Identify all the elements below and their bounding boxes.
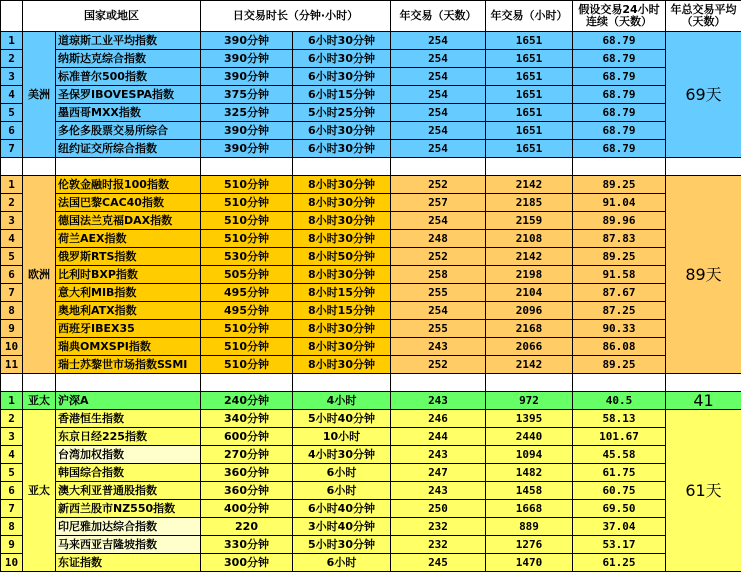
continuous-24h-days: 61.25 bbox=[573, 554, 666, 572]
annual-days: 232 bbox=[391, 536, 486, 554]
spacer-row bbox=[1, 158, 741, 176]
index-name: 俄罗斯RTS指数 bbox=[56, 248, 201, 266]
daily-minutes: 360分钟 bbox=[201, 464, 293, 482]
row-number: 7 bbox=[1, 140, 23, 158]
average-days: 69天 bbox=[666, 32, 741, 158]
annual-hours: 1668 bbox=[486, 500, 573, 518]
row-number: 3 bbox=[1, 212, 23, 230]
continuous-24h-days: 89.25 bbox=[573, 248, 666, 266]
continuous-24h-days: 40.5 bbox=[573, 392, 666, 410]
daily-minutes: 510分钟 bbox=[201, 194, 293, 212]
daily-minutes: 510分钟 bbox=[201, 338, 293, 356]
region-label: 美洲 bbox=[23, 32, 56, 158]
daily-hours: 8小时30分钟 bbox=[293, 176, 391, 194]
spacer-row bbox=[1, 374, 741, 392]
spacer-cell bbox=[666, 158, 741, 176]
row-number: 1 bbox=[1, 176, 23, 194]
daily-minutes: 360分钟 bbox=[201, 482, 293, 500]
table-row bbox=[1, 68, 741, 86]
spacer-cell bbox=[573, 158, 666, 176]
table-row bbox=[1, 176, 741, 194]
daily-minutes: 400分钟 bbox=[201, 500, 293, 518]
index-name: 马来西亚吉隆坡指数 bbox=[56, 536, 201, 554]
annual-hours: 1094 bbox=[486, 446, 573, 464]
annual-hours: 2142 bbox=[486, 248, 573, 266]
continuous-24h-days: 68.79 bbox=[573, 86, 666, 104]
annual-hours: 1482 bbox=[486, 464, 573, 482]
spacer-cell bbox=[23, 158, 56, 176]
daily-minutes: 530分钟 bbox=[201, 248, 293, 266]
row-number: 7 bbox=[1, 500, 23, 518]
index-name: 瑞典OMXSPI指数 bbox=[56, 338, 201, 356]
continuous-24h-days: 45.58 bbox=[573, 446, 666, 464]
daily-hours: 8小时30分钟 bbox=[293, 320, 391, 338]
annual-days: 243 bbox=[391, 392, 486, 410]
header-no bbox=[1, 1, 23, 32]
annual-days: 254 bbox=[391, 50, 486, 68]
daily-minutes: 510分钟 bbox=[201, 356, 293, 374]
annual-days: 248 bbox=[391, 230, 486, 248]
daily-hours: 4小时30分钟 bbox=[293, 446, 391, 464]
daily-minutes: 390分钟 bbox=[201, 50, 293, 68]
table-row bbox=[1, 86, 741, 104]
table-row bbox=[1, 500, 741, 518]
spacer-cell bbox=[486, 374, 573, 392]
spacer-cell bbox=[56, 374, 201, 392]
annual-hours: 972 bbox=[486, 392, 573, 410]
table-row bbox=[1, 554, 741, 572]
table-row bbox=[1, 248, 741, 266]
row-number: 1 bbox=[1, 392, 23, 410]
index-name: 东京日经225指数 bbox=[56, 428, 201, 446]
continuous-24h-days: 69.50 bbox=[573, 500, 666, 518]
spacer-cell bbox=[293, 374, 391, 392]
continuous-24h-days: 87.67 bbox=[573, 284, 666, 302]
index-name: 圣保罗IBOVESPA指数 bbox=[56, 86, 201, 104]
annual-days: 254 bbox=[391, 302, 486, 320]
annual-days: 258 bbox=[391, 266, 486, 284]
index-name: 瑞士苏黎世市场指数SSMI bbox=[56, 356, 201, 374]
table-row bbox=[1, 338, 741, 356]
annual-hours: 2108 bbox=[486, 230, 573, 248]
daily-minutes: 220 bbox=[201, 518, 293, 536]
table-row bbox=[1, 32, 741, 50]
header-row bbox=[1, 1, 741, 32]
table-row bbox=[1, 410, 741, 428]
index-name: 荷兰AEX指数 bbox=[56, 230, 201, 248]
annual-hours: 2185 bbox=[486, 194, 573, 212]
annual-days: 257 bbox=[391, 194, 486, 212]
annual-days: 252 bbox=[391, 356, 486, 374]
daily-minutes: 390分钟 bbox=[201, 122, 293, 140]
table-row bbox=[1, 392, 741, 410]
continuous-24h-days: 89.96 bbox=[573, 212, 666, 230]
row-number: 7 bbox=[1, 284, 23, 302]
annual-days: 247 bbox=[391, 464, 486, 482]
continuous-24h-days: 87.25 bbox=[573, 302, 666, 320]
daily-minutes: 390分钟 bbox=[201, 140, 293, 158]
continuous-24h-days: 53.17 bbox=[573, 536, 666, 554]
region-label: 欧洲 bbox=[23, 176, 56, 374]
daily-hours: 6小时30分钟 bbox=[293, 50, 391, 68]
daily-minutes: 510分钟 bbox=[201, 320, 293, 338]
average-days: 89天 bbox=[666, 176, 741, 374]
daily-hours: 10小时 bbox=[293, 428, 391, 446]
continuous-24h-days: 68.79 bbox=[573, 68, 666, 86]
table-row bbox=[1, 302, 741, 320]
index-name: 沪深A bbox=[56, 392, 201, 410]
header-country: 国家或地区 bbox=[23, 1, 201, 32]
continuous-24h-days: 61.75 bbox=[573, 464, 666, 482]
daily-minutes: 510分钟 bbox=[201, 212, 293, 230]
row-number: 6 bbox=[1, 482, 23, 500]
daily-minutes: 505分钟 bbox=[201, 266, 293, 284]
daily-hours: 4小时 bbox=[293, 392, 391, 410]
daily-minutes: 270分钟 bbox=[201, 446, 293, 464]
table-row bbox=[1, 104, 741, 122]
annual-days: 232 bbox=[391, 518, 486, 536]
row-number: 8 bbox=[1, 302, 23, 320]
daily-hours: 6小时30分钟 bbox=[293, 32, 391, 50]
daily-hours: 8小时30分钟 bbox=[293, 194, 391, 212]
spacer-cell bbox=[293, 158, 391, 176]
annual-days: 254 bbox=[391, 140, 486, 158]
annual-days: 245 bbox=[391, 554, 486, 572]
daily-minutes: 600分钟 bbox=[201, 428, 293, 446]
spacer-cell bbox=[486, 158, 573, 176]
index-name: 纽约证交所综合指数 bbox=[56, 140, 201, 158]
table-row bbox=[1, 230, 741, 248]
daily-hours: 8小时30分钟 bbox=[293, 356, 391, 374]
spacer-cell bbox=[573, 374, 666, 392]
annual-days: 243 bbox=[391, 482, 486, 500]
daily-minutes: 330分钟 bbox=[201, 536, 293, 554]
annual-days: 252 bbox=[391, 248, 486, 266]
annual-days: 254 bbox=[391, 32, 486, 50]
daily-hours: 5小时40分钟 bbox=[293, 410, 391, 428]
annual-hours: 1276 bbox=[486, 536, 573, 554]
continuous-24h-days: 68.79 bbox=[573, 50, 666, 68]
annual-days: 250 bbox=[391, 500, 486, 518]
daily-minutes: 390分钟 bbox=[201, 68, 293, 86]
index-name: 澳大利亚普通股指数 bbox=[56, 482, 201, 500]
row-number: 5 bbox=[1, 464, 23, 482]
average-days: 61天 bbox=[666, 410, 741, 572]
continuous-24h-days: 68.79 bbox=[573, 122, 666, 140]
index-name: 法国巴黎CAC40指数 bbox=[56, 194, 201, 212]
annual-days: 255 bbox=[391, 284, 486, 302]
spacer-cell bbox=[23, 374, 56, 392]
daily-hours: 6小时15分钟 bbox=[293, 86, 391, 104]
table-row bbox=[1, 536, 741, 554]
annual-hours: 1395 bbox=[486, 410, 573, 428]
annual-days: 254 bbox=[391, 122, 486, 140]
table-row bbox=[1, 482, 741, 500]
spacer-cell bbox=[391, 158, 486, 176]
annual-hours: 1651 bbox=[486, 122, 573, 140]
daily-hours: 6小时30分钟 bbox=[293, 122, 391, 140]
daily-hours: 8小时30分钟 bbox=[293, 338, 391, 356]
header-annual-hours: 年交易（小时） bbox=[486, 1, 573, 32]
continuous-24h-days: 86.08 bbox=[573, 338, 666, 356]
daily-minutes: 240分钟 bbox=[201, 392, 293, 410]
daily-hours: 8小时30分钟 bbox=[293, 266, 391, 284]
daily-hours: 6小时30分钟 bbox=[293, 68, 391, 86]
annual-days: 244 bbox=[391, 428, 486, 446]
spacer-cell bbox=[391, 374, 486, 392]
index-name: 德国法兰克福DAX指数 bbox=[56, 212, 201, 230]
index-name: 标准普尔500指数 bbox=[56, 68, 201, 86]
index-name: 香港恒生指数 bbox=[56, 410, 201, 428]
annual-days: 254 bbox=[391, 212, 486, 230]
average-days: 41 bbox=[666, 392, 741, 410]
spacer-cell bbox=[1, 158, 23, 176]
row-number: 10 bbox=[1, 338, 23, 356]
continuous-24h-days: 101.67 bbox=[573, 428, 666, 446]
table-row bbox=[1, 356, 741, 374]
annual-hours: 2440 bbox=[486, 428, 573, 446]
annual-hours: 1458 bbox=[486, 482, 573, 500]
annual-days: 243 bbox=[391, 338, 486, 356]
continuous-24h-days: 37.04 bbox=[573, 518, 666, 536]
annual-hours: 2096 bbox=[486, 302, 573, 320]
table-row bbox=[1, 464, 741, 482]
continuous-24h-days: 68.79 bbox=[573, 32, 666, 50]
region-label: 亚太 bbox=[23, 410, 56, 572]
row-number: 8 bbox=[1, 518, 23, 536]
index-name: 台湾加权指数 bbox=[56, 446, 201, 464]
table-row bbox=[1, 446, 741, 464]
row-number: 10 bbox=[1, 554, 23, 572]
continuous-24h-days: 91.58 bbox=[573, 266, 666, 284]
table-row bbox=[1, 428, 741, 446]
index-name: 纳斯达克综合指数 bbox=[56, 50, 201, 68]
row-number: 6 bbox=[1, 266, 23, 284]
row-number: 9 bbox=[1, 536, 23, 554]
daily-hours: 3小时40分钟 bbox=[293, 518, 391, 536]
annual-hours: 889 bbox=[486, 518, 573, 536]
daily-hours: 6小时30分钟 bbox=[293, 140, 391, 158]
index-name: 印尼雅加达综合指数 bbox=[56, 518, 201, 536]
table-row bbox=[1, 140, 741, 158]
annual-hours: 1651 bbox=[486, 86, 573, 104]
row-number: 3 bbox=[1, 68, 23, 86]
row-number: 2 bbox=[1, 194, 23, 212]
annual-hours: 1470 bbox=[486, 554, 573, 572]
table-row bbox=[1, 266, 741, 284]
row-number: 2 bbox=[1, 410, 23, 428]
row-number: 5 bbox=[1, 104, 23, 122]
continuous-24h-days: 87.83 bbox=[573, 230, 666, 248]
row-number: 3 bbox=[1, 428, 23, 446]
daily-minutes: 390分钟 bbox=[201, 32, 293, 50]
index-name: 奥地利ATX指数 bbox=[56, 302, 201, 320]
annual-days: 246 bbox=[391, 410, 486, 428]
daily-minutes: 375分钟 bbox=[201, 86, 293, 104]
index-name: 道琼斯工业平均指数 bbox=[56, 32, 201, 50]
daily-hours: 5小时30分钟 bbox=[293, 536, 391, 554]
annual-hours: 2198 bbox=[486, 266, 573, 284]
annual-hours: 2066 bbox=[486, 338, 573, 356]
daily-hours: 6小时 bbox=[293, 554, 391, 572]
daily-minutes: 300分钟 bbox=[201, 554, 293, 572]
spacer-cell bbox=[201, 158, 293, 176]
daily-minutes: 495分钟 bbox=[201, 284, 293, 302]
header-annual-days: 年交易（天数） bbox=[391, 1, 486, 32]
annual-hours: 1651 bbox=[486, 104, 573, 122]
annual-days: 254 bbox=[391, 104, 486, 122]
row-number: 1 bbox=[1, 32, 23, 50]
spacer-cell bbox=[666, 374, 741, 392]
annual-days: 255 bbox=[391, 320, 486, 338]
region-label: 亚太 bbox=[23, 392, 56, 410]
row-number: 11 bbox=[1, 356, 23, 374]
row-number: 4 bbox=[1, 230, 23, 248]
row-number: 4 bbox=[1, 86, 23, 104]
continuous-24h-days: 89.25 bbox=[573, 176, 666, 194]
continuous-24h-days: 90.33 bbox=[573, 320, 666, 338]
daily-hours: 5小时25分钟 bbox=[293, 104, 391, 122]
annual-hours: 1651 bbox=[486, 50, 573, 68]
daily-minutes: 510分钟 bbox=[201, 230, 293, 248]
daily-hours: 8小时50分钟 bbox=[293, 248, 391, 266]
index-name: 伦敦金融时报100指数 bbox=[56, 176, 201, 194]
table-row bbox=[1, 284, 741, 302]
daily-hours: 6小时 bbox=[293, 464, 391, 482]
annual-hours: 1651 bbox=[486, 140, 573, 158]
index-name: 比利时BXP指数 bbox=[56, 266, 201, 284]
daily-hours: 6小时40分钟 bbox=[293, 500, 391, 518]
daily-minutes: 510分钟 bbox=[201, 176, 293, 194]
index-name: 韩国综合指数 bbox=[56, 464, 201, 482]
daily-hours: 6小时 bbox=[293, 482, 391, 500]
annual-days: 252 bbox=[391, 176, 486, 194]
annual-hours: 1651 bbox=[486, 68, 573, 86]
index-name: 墨西哥MXX指数 bbox=[56, 104, 201, 122]
header-24h-days: 假设交易24小时连续（天数） bbox=[573, 1, 666, 32]
annual-hours: 2142 bbox=[486, 356, 573, 374]
index-name: 东证指数 bbox=[56, 554, 201, 572]
continuous-24h-days: 68.79 bbox=[573, 104, 666, 122]
table-row bbox=[1, 212, 741, 230]
table-row bbox=[1, 50, 741, 68]
continuous-24h-days: 60.75 bbox=[573, 482, 666, 500]
annual-hours: 2104 bbox=[486, 284, 573, 302]
table-row bbox=[1, 320, 741, 338]
annual-days: 254 bbox=[391, 68, 486, 86]
spacer-cell bbox=[56, 158, 201, 176]
row-number: 6 bbox=[1, 122, 23, 140]
continuous-24h-days: 68.79 bbox=[573, 140, 666, 158]
daily-hours: 8小时15分钟 bbox=[293, 284, 391, 302]
index-name: 新西兰股市NZ550指数 bbox=[56, 500, 201, 518]
index-name: 多伦多股票交易所综合 bbox=[56, 122, 201, 140]
annual-hours: 1651 bbox=[486, 32, 573, 50]
continuous-24h-days: 89.25 bbox=[573, 356, 666, 374]
daily-hours: 8小时30分钟 bbox=[293, 212, 391, 230]
table-row bbox=[1, 194, 741, 212]
daily-minutes: 340分钟 bbox=[201, 410, 293, 428]
annual-hours: 2159 bbox=[486, 212, 573, 230]
annual-days: 254 bbox=[391, 86, 486, 104]
daily-hours: 8小时15分钟 bbox=[293, 302, 391, 320]
index-name: 意大利MIB指数 bbox=[56, 284, 201, 302]
daily-hours: 8小时30分钟 bbox=[293, 230, 391, 248]
annual-hours: 2142 bbox=[486, 176, 573, 194]
index-name: 西班牙IBEX35 bbox=[56, 320, 201, 338]
row-number: 5 bbox=[1, 248, 23, 266]
row-number: 9 bbox=[1, 320, 23, 338]
row-number: 2 bbox=[1, 50, 23, 68]
annual-hours: 2168 bbox=[486, 320, 573, 338]
daily-minutes: 495分钟 bbox=[201, 302, 293, 320]
spacer-cell bbox=[201, 374, 293, 392]
row-number: 4 bbox=[1, 446, 23, 464]
table-row bbox=[1, 518, 741, 536]
continuous-24h-days: 58.13 bbox=[573, 410, 666, 428]
header-daily-duration: 日交易时长（分钟·小时） bbox=[201, 1, 391, 32]
spacer-cell bbox=[1, 374, 23, 392]
daily-minutes: 325分钟 bbox=[201, 104, 293, 122]
continuous-24h-days: 91.04 bbox=[573, 194, 666, 212]
annual-days: 243 bbox=[391, 446, 486, 464]
header-avg-days: 年总交易平均（天数） bbox=[666, 1, 741, 32]
table-row bbox=[1, 122, 741, 140]
